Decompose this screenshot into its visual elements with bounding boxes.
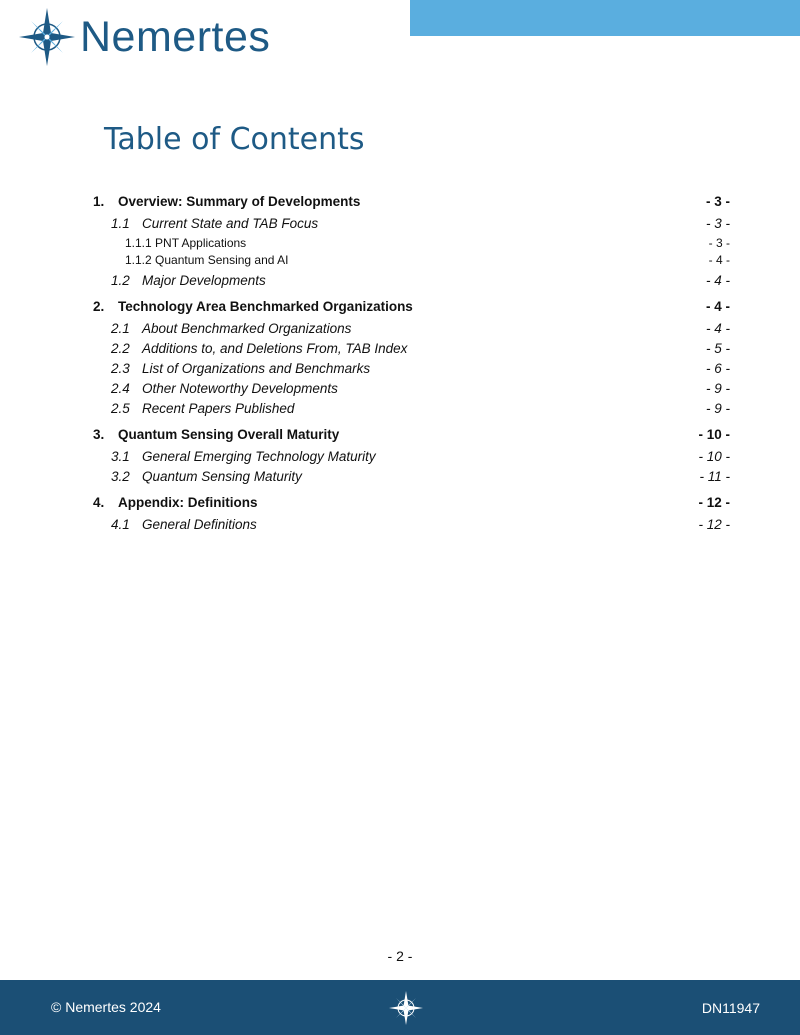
toc-entry[interactable] <box>93 273 730 288</box>
toc-entry-label: 1.1.2 Quantum Sensing and AI <box>125 253 289 267</box>
toc-entry-label: Current State and TAB Focus <box>142 216 319 231</box>
toc-entry-page: - 4 - <box>705 321 730 336</box>
toc-entry-page: - 10 - <box>698 449 730 464</box>
toc-entry-page: - 12 - <box>698 495 730 510</box>
toc-entry-label: General Emerging Technology Maturity <box>142 449 376 464</box>
toc-entry-number: 2.2 <box>111 341 130 356</box>
toc-entry-number: 3. <box>93 427 105 442</box>
toc-entry[interactable] <box>93 299 730 314</box>
toc-entry-page: - 4 - <box>708 253 730 267</box>
toc-entry-number: 2.1 <box>111 321 130 336</box>
toc-entry[interactable] <box>93 216 730 231</box>
toc-entry-page: - 10 - <box>698 427 730 442</box>
toc-entry[interactable] <box>93 469 730 484</box>
toc-entry-page: - 5 - <box>705 341 730 356</box>
toc-entry-label: Recent Papers Published <box>142 401 295 416</box>
toc-entry-number: 4. <box>93 495 105 510</box>
toc-entry-label: 1.1.1 PNT Applications <box>125 236 247 250</box>
toc-entry-page: - 6 - <box>705 361 730 376</box>
compass-rose-icon <box>388 990 424 1026</box>
toc-entry[interactable] <box>93 236 730 250</box>
toc-title: Table of Contents <box>104 122 365 157</box>
toc-entry[interactable] <box>93 194 730 209</box>
toc-entry-number: 1.2 <box>111 273 130 288</box>
toc-entry-number: 1.1 <box>111 216 130 231</box>
toc-entry-number: 3.2 <box>111 469 130 484</box>
header-accent-bar <box>410 0 800 36</box>
compass-rose-icon <box>18 6 76 68</box>
toc-entry-label: Technology Area Benchmarked Organizations <box>118 299 413 314</box>
toc-entry[interactable] <box>93 341 730 356</box>
toc-entry-page: - 9 - <box>705 401 730 416</box>
toc-entry-label: Overview: Summary of Developments <box>118 194 361 209</box>
toc-entry-label: Quantum Sensing Overall Maturity <box>118 427 340 442</box>
toc-entry-page: - 11 - <box>699 469 730 484</box>
toc-entry[interactable] <box>93 253 730 267</box>
toc-entry[interactable] <box>93 381 730 396</box>
toc-entry-number: 2.5 <box>111 401 130 416</box>
toc-entry-page: - 4 - <box>705 299 730 314</box>
toc-entry[interactable] <box>93 321 730 336</box>
toc-entry-page: - 9 - <box>705 381 730 396</box>
toc-entry-label: General Definitions <box>142 517 257 532</box>
toc-entry-page: - 4 - <box>705 273 730 288</box>
toc-entry-page: - 3 - <box>708 236 730 250</box>
toc-entry-label: Additions to, and Deletions From, TAB Index <box>142 341 408 356</box>
toc-entry[interactable] <box>93 361 730 376</box>
toc-entry-number: 4.1 <box>111 517 130 532</box>
toc-entry[interactable] <box>93 427 730 442</box>
toc-entry[interactable] <box>93 401 730 416</box>
toc-entry-label: Appendix: Definitions <box>118 495 258 510</box>
toc-entry-number: 2.3 <box>111 361 130 376</box>
toc-entry-number: 2. <box>93 299 105 314</box>
toc-entry-label: Quantum Sensing Maturity <box>142 469 302 484</box>
toc-entry-label: About Benchmarked Organizations <box>142 321 352 336</box>
toc-entry-page: - 3 - <box>705 216 730 231</box>
toc-entry-label: Other Noteworthy Developments <box>142 381 338 396</box>
toc-entry-number: 3.1 <box>111 449 130 464</box>
footer-doc-id: DN11947 <box>701 1000 760 1016</box>
toc-entry[interactable] <box>93 517 730 532</box>
brand-name: Nemertes <box>80 12 271 61</box>
toc-entry-label: List of Organizations and Benchmarks <box>142 361 371 376</box>
toc-entry-page: - 12 - <box>698 517 730 532</box>
toc-entry[interactable] <box>93 449 730 464</box>
toc-entry[interactable] <box>93 495 730 510</box>
page-number: - 2 - <box>387 948 413 964</box>
toc-entry-page: - 3 - <box>705 194 730 209</box>
nemertes-logo <box>18 6 270 68</box>
footer-copyright: © Nemertes 2024 <box>51 999 161 1015</box>
toc-entry-number: 1. <box>93 194 105 209</box>
toc-entry-number: 2.4 <box>111 381 130 396</box>
footer-bar <box>0 980 800 1035</box>
toc-entry-label: Major Developments <box>142 273 266 288</box>
